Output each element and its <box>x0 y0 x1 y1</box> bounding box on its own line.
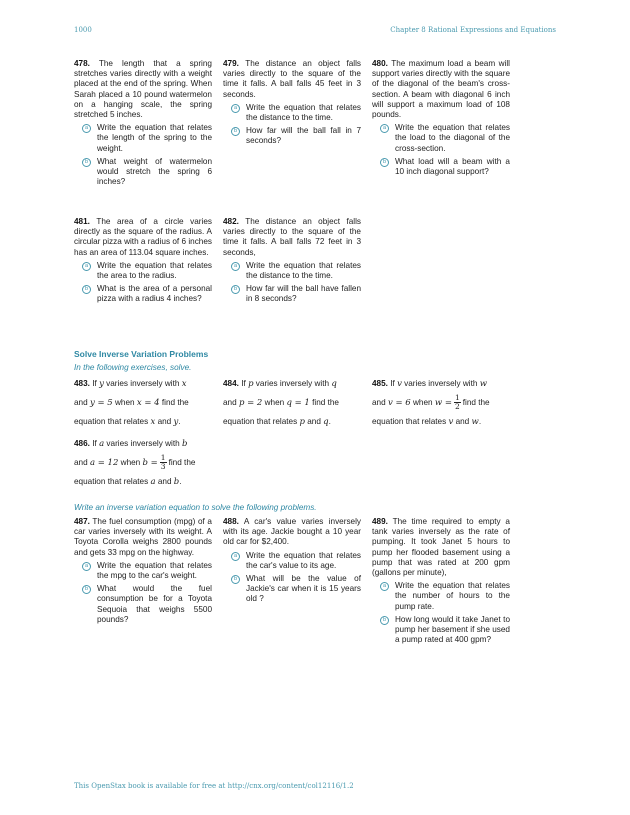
problem-478 <box>74 59 212 187</box>
text-varies: varies inversely with <box>255 379 330 388</box>
problem-487 <box>74 517 212 625</box>
part-a-text: Write the equation that relates the load to the diagonal of the cross-section. <box>395 123 510 153</box>
problem-number: 488. <box>223 517 239 526</box>
part-a-text: Write the equation that relates the number of hours to the pump rate. <box>395 581 510 611</box>
part-b <box>74 284 212 304</box>
math-var: v <box>397 379 402 389</box>
problem-text: A car's value varies inversely with its age. Jackie bought a 10 year old car for $2,400. <box>223 517 362 547</box>
math-equation: x = 4 <box>136 398 160 408</box>
part-b-text: What is the area of a personal pizza with a radius 4 inches? <box>97 284 212 304</box>
text-find: find the <box>161 398 189 407</box>
fraction-numerator: 1 <box>454 393 460 403</box>
part-b <box>223 284 361 304</box>
problem-number: 486. <box>74 439 90 448</box>
math-var: q <box>323 417 329 427</box>
problem-number: 479. <box>223 59 239 68</box>
fraction-denominator: 2 <box>454 402 460 412</box>
problem-number: 489. <box>372 517 388 526</box>
part-a <box>74 261 212 281</box>
part-b-text: How far will the ball fall in 7 seconds? <box>246 126 361 146</box>
part-a-marker: a <box>380 124 389 133</box>
part-b-marker: b <box>231 127 240 136</box>
problem-text: The fuel consumption (mpg) of a car varies inversely with its weight. A Toyota Corolla weighs 2800 pounds and gets 33 mpg on the highway. <box>74 517 212 557</box>
page-number: 1000 <box>74 26 92 34</box>
part-a-text: Write the equation that relates the distance to the time. <box>246 260 361 281</box>
text-if: If <box>241 379 246 388</box>
part-b-marker: b <box>380 616 389 625</box>
math-equation: p = 2 <box>238 398 263 408</box>
part-a-marker: a <box>231 262 240 271</box>
problem-484 <box>223 374 367 431</box>
problem-488 <box>223 517 361 605</box>
fraction-denominator: 3 <box>160 462 166 472</box>
text-if: If <box>92 439 97 448</box>
problem-number: 482. <box>223 217 239 226</box>
part-a-text: Write the equation that relates the car's value to its age. <box>246 550 361 570</box>
problem-number: 483. <box>74 379 90 388</box>
text-period: . <box>478 417 482 426</box>
text-and: and <box>455 417 470 426</box>
text-if: If <box>390 379 395 388</box>
problem-number: 480. <box>372 59 388 68</box>
math-var: p <box>299 417 305 427</box>
part-b-text: What weight of watermelon would stretch the spring 6 inches? <box>97 156 212 187</box>
problem-number: 487. <box>74 517 90 526</box>
part-a <box>372 123 510 154</box>
text-relates: equation that relates <box>372 417 447 426</box>
part-b-marker: b <box>231 285 240 294</box>
part-b <box>223 126 361 146</box>
text-and: and <box>74 398 88 407</box>
part-a-marker: a <box>82 124 91 133</box>
section-title: Solve Inverse Variation Problems <box>74 349 209 359</box>
problem-number: 478. <box>74 59 90 68</box>
part-b <box>372 157 510 177</box>
fraction-numerator: 1 <box>160 453 166 463</box>
chapter-title: Chapter 8 Rational Expressions and Equations <box>390 26 556 34</box>
problem-text: The area of a circle varies directly as the square of the radius. A circular pizza with a radius of 6 inches has an area of 113.04 square inches. <box>74 217 212 257</box>
problem-number: 485. <box>372 379 388 388</box>
part-b-text: What will be the value of Jackie's car when it is 15 years old ? <box>246 574 361 604</box>
problem-485 <box>372 374 516 431</box>
part-b-marker: b <box>231 575 240 584</box>
math-equation: w = <box>434 398 452 408</box>
problem-text: The distance an object falls varies directly to the square of the time it falls. A ball falls 72 feet in 3 seconds, <box>223 217 361 257</box>
problem-text: The maximum load a beam will support varies directly with the square of the diagonal of the beam's cross-section. A beam with diagonal 6 inch will support a maximum load of 108 pounds. <box>372 59 510 120</box>
math-var: y <box>173 417 179 427</box>
part-b-text: What would the fuel consumption be for a Toyota Sequoia that weighs 5500 pounds? <box>97 584 212 624</box>
text-when: when <box>412 398 433 407</box>
math-equation: v = 6 <box>387 398 411 408</box>
part-a <box>223 261 361 281</box>
problem-text: The distance an object falls varies directly to the square of the time it falls. A ball falls 45 feet in 3 seconds. <box>223 59 361 99</box>
text-and: and <box>307 417 321 426</box>
text-varies: varies inversely with <box>106 379 180 388</box>
text-relates: equation that relates <box>74 417 149 426</box>
problem-480 <box>372 59 510 177</box>
text-relates: equation that relates <box>74 477 149 486</box>
problem-number: 481. <box>74 217 90 226</box>
part-a <box>74 561 212 581</box>
text-when: when <box>264 398 285 407</box>
text-relates: equation that relates <box>223 417 298 426</box>
math-equation: q = 1 <box>286 398 310 408</box>
text-and: and <box>157 417 172 426</box>
text-find: find the <box>168 458 196 467</box>
math-equation: b = <box>142 458 158 468</box>
part-a <box>372 581 510 612</box>
math-var: x <box>181 379 187 389</box>
part-b-text: What load will a beam with a 10 inch diagonal support? <box>395 156 510 177</box>
problem-479 <box>223 59 361 147</box>
text-varies: varies inversely with <box>106 439 180 448</box>
text-and: and <box>74 458 88 467</box>
section-instruction-2: Write an inverse variation equation to solve the following problems. <box>74 503 317 512</box>
footer-link[interactable]: This OpenStax book is available for free at http://cnx.org/content/col12116/1.2 <box>74 782 354 790</box>
part-a-text: Write the equation that relates the distance to the time. <box>246 102 361 123</box>
part-b-text: How far will the ball have fallen in 8 seconds? <box>246 284 361 304</box>
math-equation: a = 12 <box>89 458 119 468</box>
part-b <box>74 157 212 188</box>
text-find: find the <box>462 398 490 407</box>
text-if: If <box>92 379 97 388</box>
math-var: w <box>471 417 479 427</box>
part-a-marker: a <box>380 582 389 591</box>
math-var: q <box>331 379 337 389</box>
math-var: a <box>99 439 105 449</box>
part-b <box>372 615 510 646</box>
text-period: . <box>179 477 182 486</box>
part-a-marker: a <box>231 552 240 561</box>
part-a-text: Write the equation that relates the area to the radius. <box>97 260 212 281</box>
part-a-text: Write the equation that relates the mpg to the car's weight. <box>97 560 212 581</box>
text-and: and <box>157 477 172 486</box>
text-when: when <box>120 458 141 467</box>
text-and: and <box>372 398 386 407</box>
text-period: . <box>178 417 181 426</box>
part-a-text: Write the equation that relates the length of the spring to the weight. <box>97 123 212 153</box>
section-instruction: In the following exercises, solve. <box>74 363 192 372</box>
part-a <box>223 103 361 123</box>
problem-481 <box>74 217 212 305</box>
math-fraction <box>160 454 167 471</box>
problem-482 <box>223 217 361 305</box>
math-var: b <box>173 477 180 487</box>
part-a-marker: a <box>82 262 91 271</box>
part-a-marker: a <box>231 104 240 113</box>
problem-text: The length that a spring stretches varies directly with a weight placed at the end of the spring. When Sarah placed a 10 pound watermelon on a hanging scale, the spring stretched 5 inches. <box>74 59 212 120</box>
math-equation: y = 5 <box>89 398 113 408</box>
math-var: p <box>248 379 254 389</box>
math-fraction <box>454 394 461 411</box>
part-b-marker: b <box>380 158 389 167</box>
text-period: . <box>328 417 331 426</box>
problem-text: The time required to empty a tank varies inversely as the rate of pumping. It took Janet 5 hours to pump her flooded basement using a pump that was rated at 200 gpm (gallons per minute), <box>372 517 510 578</box>
problem-489 <box>372 517 510 645</box>
problem-483 <box>74 374 218 431</box>
part-a <box>223 551 361 571</box>
math-var: y <box>99 379 104 389</box>
text-varies: varies inversely with <box>404 379 478 388</box>
part-b <box>223 574 361 605</box>
part-b <box>74 584 212 625</box>
text-and: and <box>223 398 237 407</box>
problem-486 <box>74 434 218 491</box>
text-find: find the <box>312 398 339 407</box>
part-b-text: How long would it take Janet to pump her basement if she used a pump rated at 400 gpm? <box>395 614 510 645</box>
problem-number: 484. <box>223 379 239 388</box>
math-var: a <box>150 477 156 487</box>
math-var: v <box>448 417 454 427</box>
math-var: b <box>181 439 188 449</box>
part-a <box>74 123 212 154</box>
part-a-marker: a <box>82 562 91 571</box>
part-b-marker: b <box>82 285 91 294</box>
math-var: w <box>479 379 487 389</box>
part-b-marker: b <box>82 585 91 594</box>
math-var: x <box>150 417 156 427</box>
part-b-marker: b <box>82 158 91 167</box>
text-when: when <box>114 398 135 407</box>
